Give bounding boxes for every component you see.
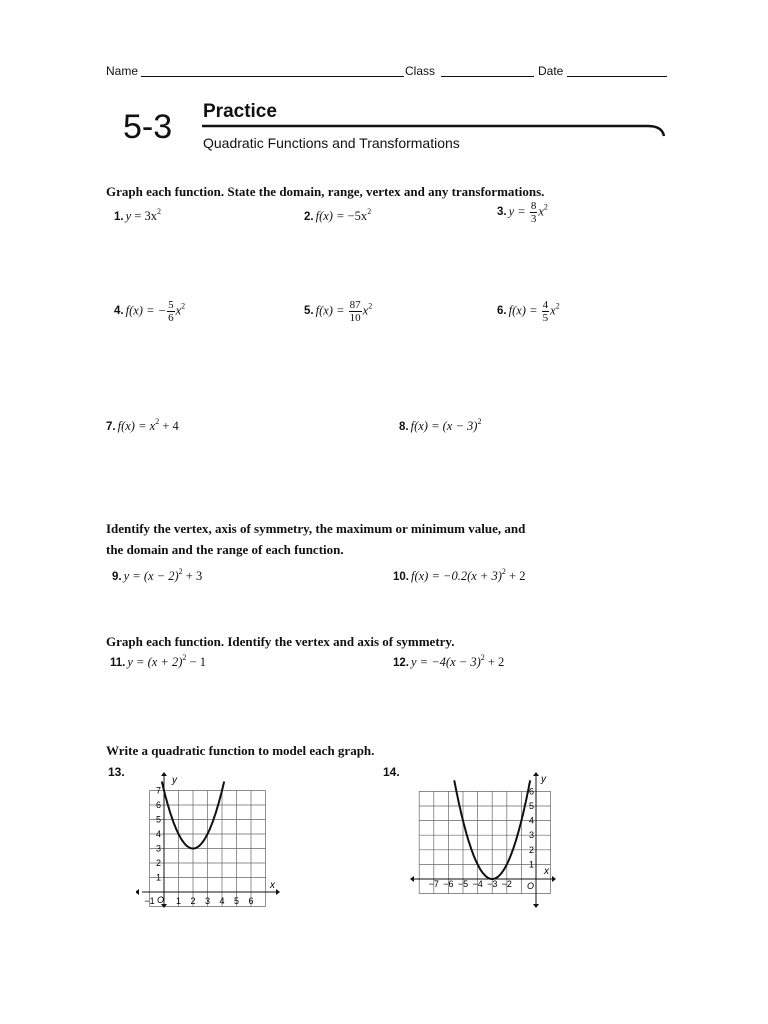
graph-13-y-axis-label: y — [172, 775, 177, 786]
graph-14-y-arrow-down — [533, 904, 539, 908]
graph-13 — [136, 770, 282, 910]
problem-3: 3. y = $\frac{8}{3}$ $x^2$ — [497, 200, 548, 225]
problem-11: 11. $y = (x + 2)^2 - 1$ — [110, 653, 206, 669]
section-4-instructions: Write a quadratic function to model each graph. — [106, 743, 375, 758]
problem-5: 5. f(x) = $\frac{87}{10}$ $x^2$ — [304, 299, 373, 324]
problem-1: 1. $y = 3x^2$ — [114, 207, 161, 223]
page-title: Practice — [203, 101, 277, 122]
g13-x-tick-label: −1 — [144, 896, 155, 906]
g14-x-tick-label: −4 — [472, 879, 483, 889]
problem-9: 9. $y = (x - 2)^2 + 3$ — [112, 567, 203, 583]
section-2-instructions-line1: Identify the vertex, axis of symmetry, the maximum or minimum value, and — [106, 521, 526, 536]
problem-6: 6. f(x) = $\frac{4}{5}$ $x^2$ — [497, 299, 560, 324]
graph-13-label: 13. — [108, 765, 125, 779]
page-subtitle: Quadratic Functions and Transformations — [203, 135, 460, 151]
graph-14-x-arrow — [552, 876, 556, 882]
graph-14-y-axis-label: y — [541, 774, 546, 785]
g13-x-tick-label: 4 — [219, 896, 225, 906]
graph-14-label: 14. — [383, 765, 400, 779]
graph-13-x-axis-label: x — [270, 880, 275, 891]
g13-y-tick-label: 6 — [155, 800, 161, 810]
problem-2: 2. $f(x) = -5x^2$ — [304, 207, 372, 223]
g13-x-tick-label: 3 — [204, 896, 211, 906]
name-label: Name — [106, 64, 139, 78]
date-field[interactable] — [567, 76, 667, 77]
problem-7: 7. $f(x) = x^2 + 4$ — [106, 417, 179, 433]
graph-14-x-arrow-left — [410, 876, 414, 882]
section-1-instructions: Graph each function. State the domain, range, vertex and any transformations. — [106, 184, 545, 199]
g14-x-tick-label: −6 — [443, 879, 454, 889]
date-label: Date — [538, 64, 564, 78]
section-3-instructions: Graph each function. Identify the vertex and axis of symmetry. — [106, 634, 455, 649]
graph-13-y-arrow — [161, 772, 167, 776]
g13-y-tick-label: 3 — [155, 843, 161, 854]
g13-y-tick-label: 2 — [155, 858, 161, 868]
graph-14 — [410, 770, 558, 910]
graph-13-origin-label: O — [157, 895, 165, 905]
g14-y-tick-label: 4 — [528, 815, 534, 826]
g13-x-tick-label: 5 — [233, 896, 240, 906]
g14-x-tick-label: −7 — [428, 879, 439, 889]
lesson-number: 5-3 — [123, 108, 173, 146]
g13-y-tick-label: 4 — [155, 829, 161, 839]
g14-y-tick-label: 6 — [528, 786, 534, 797]
graph-14-y-arrow — [533, 772, 539, 776]
graph-13-x-arrow-left — [136, 889, 139, 895]
g14-x-tick-label: −5 — [457, 879, 469, 889]
graph-14-x-axis-label: x — [544, 866, 549, 877]
g14-x-tick-label: −2 — [501, 879, 512, 889]
g13-y-tick-label: 5 — [155, 814, 161, 825]
g14-y-tick-label: 2 — [528, 844, 534, 855]
g14-y-tick-label: 3 — [528, 830, 534, 841]
section-2-instructions-line2: the domain and the range of each function. — [106, 542, 344, 557]
problem-10: 10. $f(x) = -0.2(x + 3)^2 + 2$ — [393, 567, 526, 583]
g13-x-tick-label: 1 — [175, 896, 182, 906]
problem-12: 12. $y = -4(x - 3)^2 + 2$ — [393, 653, 505, 669]
g13-y-tick-label: 7 — [155, 785, 161, 796]
problem-8: 8. $f(x) = (x - 3)^2$ — [399, 417, 482, 433]
name-field[interactable] — [141, 76, 404, 77]
graph-14-origin-label: O — [527, 881, 535, 891]
graph-13-grid — [150, 791, 266, 907]
g13-x-tick-label: 6 — [248, 896, 254, 906]
g13-y-tick-label: 1 — [155, 872, 161, 883]
g13-x-tick-label: 2 — [190, 896, 196, 906]
class-field[interactable] — [441, 76, 534, 77]
g14-y-tick-label: 1 — [528, 859, 534, 870]
class-label: Class — [405, 64, 436, 78]
g14-x-tick-label: −3 — [487, 879, 498, 889]
g14-y-tick-label: 5 — [528, 801, 534, 811]
problem-4: 4. f(x) = − $\frac{5}{6}$ $x^2$ — [114, 299, 186, 324]
graph-13-x-arrow — [276, 889, 280, 895]
title-rule — [200, 120, 670, 140]
